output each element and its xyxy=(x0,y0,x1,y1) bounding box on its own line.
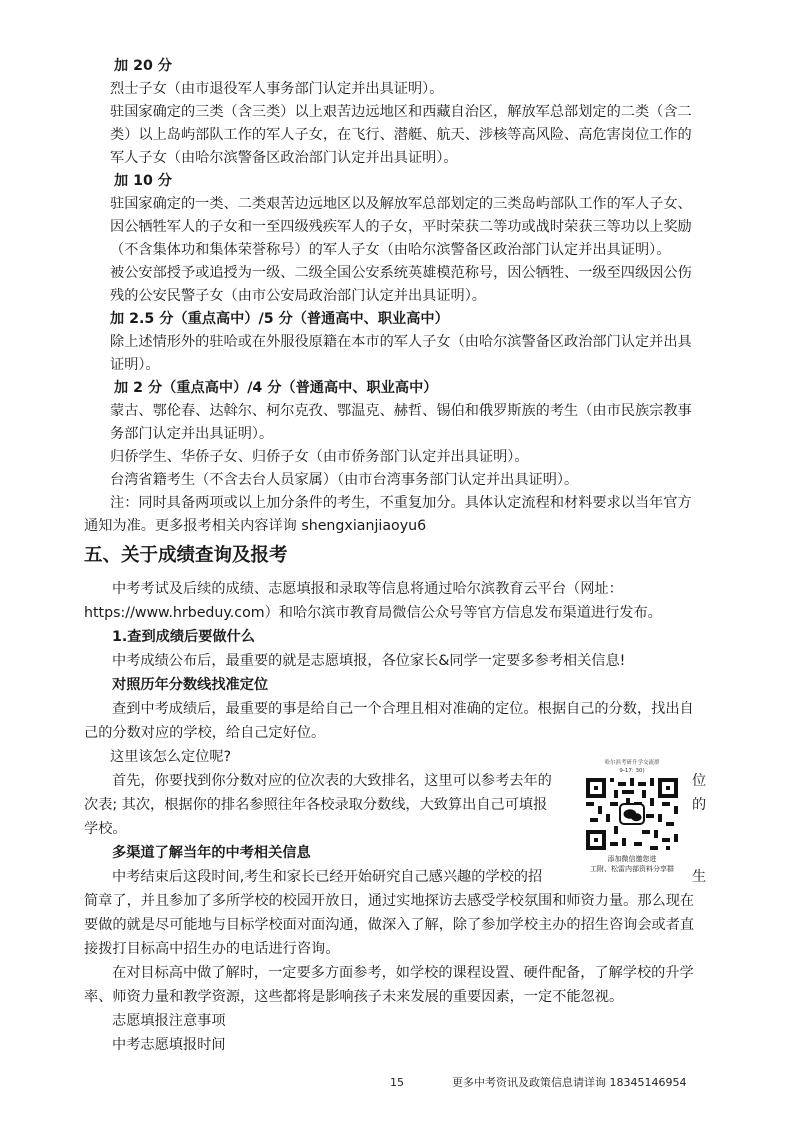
bonus-10-heading: 加 10 分 xyxy=(114,173,172,189)
subheading: 1.查到成绩后要做什么 xyxy=(112,629,255,645)
qr-caption: 添加微信邀您进 xyxy=(607,855,657,863)
paragraph-line: https://www.hrbeduy.com）和哈尔滨市教育局微信公众号等官方信息发布渠道进行发布。 xyxy=(84,605,662,621)
paragraph-line: 要做的就是尽可能地与目标学校面对面沟通，做深入了解，除了参加学校主办的招生咨询会或者直 xyxy=(84,917,695,933)
paragraph-line: 志愿填报注意事项 xyxy=(112,1013,226,1029)
paragraph-line: 首先，你要找到你分数对应的位次表的大致排名，这里可以参考去年的 xyxy=(112,773,552,789)
paragraph-line: 被公安部授予或追授为一级、二级全国公安系统英雄模范称号，因公牺牲、一级至四级因公伤 xyxy=(110,265,692,281)
paragraph-line: 查到中考成绩后，最重要的事是给自己一个合理且相对准确的定位。根据自己的分数，找出自 xyxy=(112,701,694,717)
paragraph-line-tail: 生 xyxy=(692,869,707,885)
paragraph-line: 这里该怎么定位呢? xyxy=(110,749,232,765)
bonus-2-heading: 加 2 分（重点高中）/4 分（普通高中、职业高中） xyxy=(114,380,438,396)
paragraph-line: 简章了，并且参加了多所学校的校园开放日，通过实地探访去感受学校氛围和师资力量。那么现在 xyxy=(84,893,695,909)
paragraph-line: 残的公安民警子女（由市公安局政治部门认定并出具证明）。 xyxy=(110,288,486,304)
qr-date: 9-17: 30) xyxy=(619,768,645,774)
paragraph-line: 学校。 xyxy=(84,821,127,837)
paragraph-line: 军人子女（由哈尔滨警备区政治部门认定并出具证明）。 xyxy=(110,150,458,166)
subheading: 对照历年分数线找准定位 xyxy=(112,677,269,693)
paragraph-line: 在对目标高中做了解时，一定要多方面参考，如学校的课程设置、硬件配备，了解学校的升学 xyxy=(112,965,694,981)
paragraph-line: 接拨打目标高中招生办的电话进行咨询。 xyxy=(84,941,340,957)
paragraph-line: 证明）。 xyxy=(110,357,160,373)
section-heading: 五、关于成绩查询及报考 xyxy=(84,545,288,566)
paragraph-line: 驻国家确定的三类（含三类）以上艰苦边远地区和西藏自治区，解放军总部划定的二类（含二 xyxy=(110,104,692,120)
footer-contact: 更多中考资讯及政策信息请详询 18345146954 xyxy=(452,1076,687,1089)
note-line: 通知为准。更多报考相关内容详询 shengxianjiaoyu6 xyxy=(84,518,427,534)
qr-code-image xyxy=(578,760,686,874)
paragraph-line: 烈士子女（由市退役军人事务部门认定并出具证明）。 xyxy=(110,81,444,97)
bonus-20-heading: 加 20 分 xyxy=(114,58,172,74)
note-line: 注：同时具备两项或以上加分条件的考生，不重复加分。具体认定流程和材料要求以当年官方 xyxy=(110,495,692,511)
paragraph-line: 次表; 其次，根据你的排名参照往年各校录取分数线，大致算出自己可填报 xyxy=(84,797,548,813)
paragraph-line: 己的分数对应的学校，给自己定好位。 xyxy=(84,725,326,741)
page-number: 15 xyxy=(390,1076,404,1089)
paragraph-line: 类）以上岛屿部队工作的军人子女，在飞行、潜艇、航天、涉核等高风险、高危害岗位工作的 xyxy=(110,127,692,143)
paragraph-line: 蒙古、鄂伦春、达斡尔、柯尔克孜、鄂温克、赫哲、锡伯和俄罗斯族的考生（由市民族宗教事 xyxy=(110,403,692,419)
qr-title: 哈尔滨考研升学交流群 xyxy=(604,760,660,766)
paragraph-line: 归侨学生、华侨子女、归侨子女（由市侨务部门认定并出具证明）。 xyxy=(110,449,529,465)
paragraph-line: 中考成绩公布后，最重要的就是志愿填报，各位家长&同学一定要多参考相关信息! xyxy=(112,653,626,669)
paragraph-line: 中考结束后这段时间,考生和家长已经开始研究自己感兴趣的学校的招 xyxy=(112,869,543,885)
qr-code-icon xyxy=(586,778,678,850)
paragraph-line: 驻国家确定的一类、二类艰苦边远地区以及解放军总部划定的三类岛屿部队工作的军人子女、 xyxy=(110,196,692,212)
paragraph-line: 中考志愿填报时间 xyxy=(112,1037,226,1053)
paragraph-line: 中考考试及后续的成绩、志愿填报和录取等信息将通过哈尔滨教育云平台（网址： xyxy=(112,581,623,597)
paragraph-line: 台湾省籍考生（不含去台人员家属）（由市台湾事务部门认定并出具证明）。 xyxy=(110,472,579,488)
qr-caption: 工附、松雷内部资料分享群 xyxy=(590,865,674,873)
paragraph-line: （不含集体功和集体荣誉称号）的军人子女（由哈尔滨警备区政治部门认定并出具证明）。 xyxy=(110,242,671,258)
paragraph-line: 率、师资力量和教学资源，这些都将是影响孩子未来发展的重要因素，一定不能忽视。 xyxy=(84,989,624,1005)
paragraph-line: 因公牺牲军人的子女和一至四级残疾军人的子女，平时荣获二等功或战时荣获三等功以上奖励 xyxy=(110,219,692,235)
paragraph-line: 除上述情形外的驻哈或在外服役原籍在本市的军人子女（由哈尔滨警备区政治部门认定并出具 xyxy=(110,334,692,350)
paragraph-line: 务部门认定并出具证明）。 xyxy=(110,426,274,442)
paragraph-line-tail: 位 xyxy=(692,773,707,789)
bonus-2-5-heading: 加 2.5 分（重点高中）/5 分（普通高中、职业高中） xyxy=(110,311,449,327)
subheading: 多渠道了解当年的中考相关信息 xyxy=(112,845,311,861)
paragraph-line-tail: 的 xyxy=(692,797,707,813)
